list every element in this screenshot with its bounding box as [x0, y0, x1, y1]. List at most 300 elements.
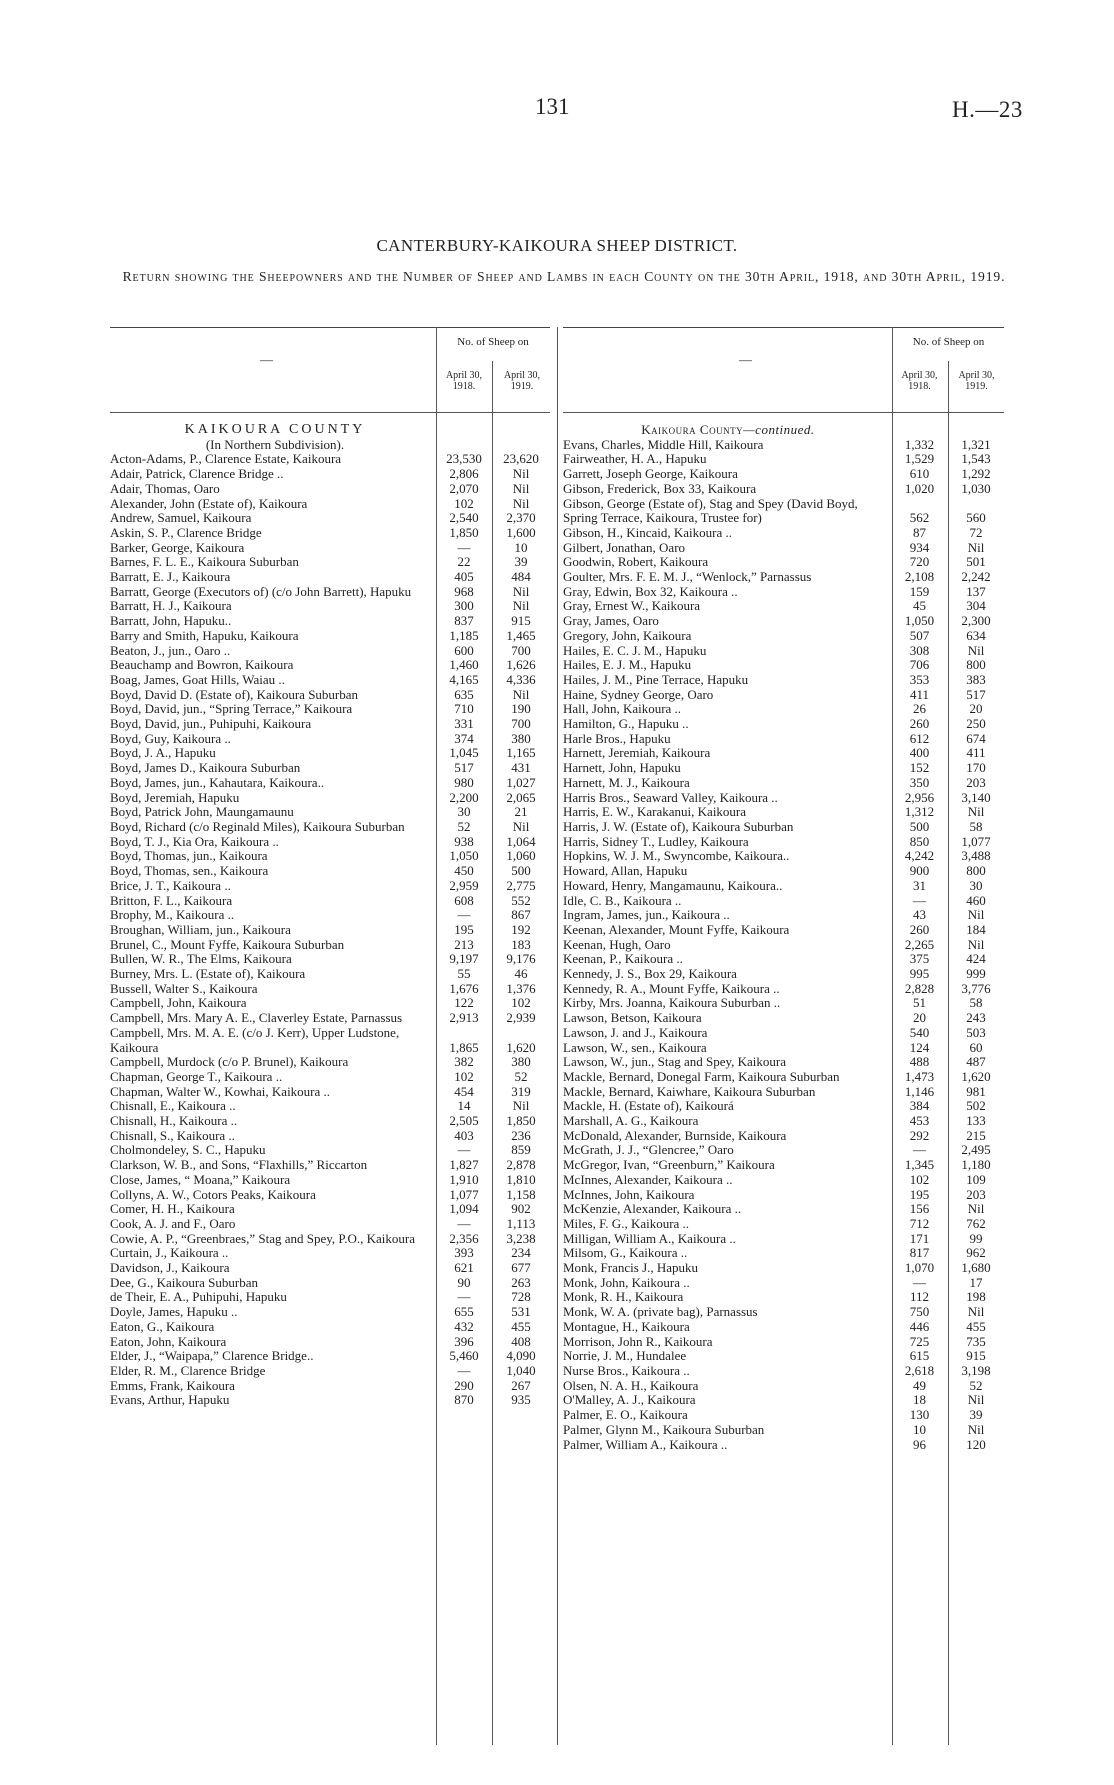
owner-name: Gregory, John, Kaikoura [563, 627, 692, 643]
table-row [110, 717, 550, 732]
sheep-1919: 700 [511, 716, 531, 732]
sheep-1918: 350 [909, 774, 930, 790]
table-row [110, 879, 550, 894]
sheep-1919: 484 [511, 569, 531, 585]
sheep-1919: 380 [511, 1054, 531, 1070]
sheep-1918: 331 [454, 716, 474, 732]
table-row [563, 952, 1004, 967]
sheep-1918: 1,827 [449, 1157, 479, 1173]
owner-name: McInnes, Alexander, Kaikoura .. [563, 1171, 733, 1187]
owner-name: Campbell, Mrs. Mary A. E., Claverley Estate, Parnassus [110, 1010, 403, 1026]
table-row [110, 1026, 550, 1055]
sheep-1919: 2,065 [506, 789, 536, 805]
owner-name: Campbell, Mrs. M. A. E. (c/o J. Kerr), Upper Ludstone, Kaikoura [110, 1024, 400, 1055]
table-row [110, 1099, 550, 1114]
owner-name: Palmer, William A., Kaikoura .. [563, 1436, 728, 1452]
sheep-1918: 615 [909, 1348, 930, 1364]
sheep-1918: 610 [909, 466, 930, 482]
sheep-1919: 236 [511, 1127, 531, 1143]
sheep-1919: 800 [966, 863, 986, 879]
right-rows [563, 423, 1004, 1452]
table-row [110, 938, 550, 953]
sheep-1919: 1,810 [506, 1171, 536, 1187]
owner-name: Norrie, J. M., Hundalee [563, 1348, 687, 1364]
sheep-1919: 501 [966, 554, 986, 570]
owner-name: Acton-Adams, P., Clarence Estate, Kaikoura [110, 451, 342, 467]
owner-name: Chapman, George T., Kaikoura .. [110, 1068, 283, 1084]
column-rule [948, 361, 949, 1745]
sheep-1919: 1,040 [506, 1363, 536, 1378]
table-row [563, 1408, 1004, 1423]
sheep-1918: 290 [454, 1377, 474, 1393]
sheep-1918: 1,865 [449, 1039, 479, 1055]
table-row [110, 1202, 550, 1217]
sheep-1918: 30 [457, 804, 471, 820]
sheep-1919: 1,180 [961, 1157, 991, 1173]
owner-name: Hopkins, W. J. M., Swyncombe, Kaikoura.. [563, 848, 790, 864]
table-row [110, 570, 550, 585]
owner-name: Broughan, William, jun., Kaikoura [110, 921, 291, 937]
sheep-1918: 171 [909, 1230, 930, 1246]
sheep-1919: 1,465 [506, 627, 536, 643]
owner-name: Brunel, C., Mount Fyffe, Kaikoura Suburban [110, 936, 345, 952]
sheep-1919: 263 [511, 1274, 531, 1290]
owner-name: Milsom, G., Kaikoura .. [563, 1245, 688, 1261]
table-row [563, 982, 1004, 997]
owner-name: Hailes, E. J. M., Hapuku [563, 657, 692, 673]
owner-name: Boyd, J. A., Hapuku [110, 745, 216, 761]
owner-name: McGregor, Ivan, “Greenburn,” Kaikoura [563, 1157, 775, 1173]
table-row [563, 1232, 1004, 1247]
sheep-1919: 1,850 [506, 1113, 536, 1129]
owner-name: Barnes, F. L. E., Kaikoura Suburban [110, 554, 299, 570]
owner-name: Harnett, M. J., Kaikoura [563, 774, 690, 790]
owner-name: Brophy, M., Kaikoura .. [110, 907, 235, 923]
sheep-1919: 859 [511, 1142, 531, 1158]
header-span-label: No. of Sheep on [457, 336, 529, 348]
table-row [110, 1232, 550, 1247]
owner-name: Chisnall, H., Kaikoura .. [110, 1113, 238, 1129]
owner-name: Goodwin, Robert, Kaikoura [563, 554, 709, 570]
owner-name: Gibson, H., Kincaid, Kaikoura .. [563, 524, 732, 540]
sheep-1919: 52 [514, 1068, 528, 1084]
sheep-1918: — [457, 1363, 471, 1378]
table-row [110, 482, 550, 497]
sheep-1919: 109 [966, 1171, 986, 1187]
sheep-1919: 319 [511, 1083, 531, 1099]
sheep-1919: 531 [511, 1304, 531, 1320]
owner-name: Curtain, J., Kaikoura .. [110, 1245, 229, 1261]
sheep-1919: 203 [966, 774, 986, 790]
sheep-1918: 2,505 [449, 1113, 479, 1129]
owner-name: Chisnall, S., Kaikoura .. [110, 1127, 235, 1143]
sheep-1918: 1,050 [449, 848, 479, 864]
table-row [110, 908, 550, 923]
table-row [110, 1129, 550, 1144]
sheep-1918: 18 [913, 1392, 926, 1408]
table-row [563, 673, 1004, 688]
sheep-1919: 170 [966, 760, 986, 776]
sheep-1918: 1,676 [449, 980, 479, 996]
table-row [110, 732, 550, 747]
sheep-1918: 4,242 [904, 848, 935, 864]
sheep-1918: 382 [454, 1054, 474, 1070]
sheep-1919: 1,060 [506, 848, 536, 864]
table-row [110, 1217, 550, 1232]
owner-name: McGrath, J. J., “Glencree,” Oaro [563, 1142, 734, 1158]
owner-name: Hamilton, G., Hapuku .. [563, 716, 689, 732]
sheep-1919: 1,620 [506, 1039, 536, 1055]
sheep-1918: 195 [454, 921, 474, 937]
owner-name: Keenan, Alexander, Mount Fyffe, Kaikoura [563, 921, 790, 937]
sheep-1918: 2,913 [449, 1010, 479, 1026]
owner-name: McKenzie, Alexander, Kaikoura .. [563, 1201, 742, 1217]
table-row [110, 805, 550, 820]
sheep-1918: 4,165 [449, 671, 479, 687]
sheep-1918: 130 [909, 1407, 930, 1423]
sheep-1918: 393 [454, 1245, 474, 1261]
sheep-1918: 1,094 [449, 1201, 479, 1217]
owner-name: Harris, Sidney T., Ludley, Kaikoura [563, 833, 749, 849]
sheep-1919: 460 [966, 892, 986, 908]
sheep-1918: 87 [913, 524, 926, 540]
owner-name: Boyd, David, jun., Puhipuhi, Kaikoura [110, 716, 312, 732]
owner-name: Barker, George, Kaikoura [110, 539, 245, 555]
table-row [110, 1158, 550, 1173]
sheep-1919: 133 [966, 1113, 986, 1129]
owner-name: Cowie, A. P., “Greenbraes,” Stag and Spey, P.O., Kaikoura [110, 1230, 415, 1246]
sheep-1919: Nil [512, 583, 530, 599]
sheep-1919: 3,238 [506, 1230, 536, 1246]
sheep-1919: 192 [511, 921, 531, 937]
sheep-1918: 900 [909, 863, 930, 879]
sheep-1919: 39 [969, 1407, 983, 1423]
table-row [563, 1290, 1004, 1305]
sheep-1919: 1,543 [961, 451, 991, 467]
column-rule [557, 327, 558, 1745]
sheep-1919: Nil [512, 686, 530, 702]
owner-name: Hailes, J. M., Pine Terrace, Hapuku [563, 671, 749, 687]
sheep-1919: 408 [511, 1333, 531, 1349]
table-row [563, 1055, 1004, 1070]
page-subtitle: Return showing the Sheepowners and the Number of Sheep and Lambs in each County on the 30th April, 1918, and 30th April, 1919. [122, 269, 1006, 284]
sheep-1918: 1,185 [449, 627, 479, 643]
sheep-1919: 60 [969, 1039, 983, 1055]
table-row [110, 658, 550, 673]
sheep-1918: 55 [457, 966, 471, 982]
owner-name: Beauchamp and Bowron, Kaikoura [110, 657, 294, 673]
document-code: H.—23 [952, 97, 1023, 122]
sheep-1918: 2,540 [449, 510, 479, 526]
sheep-1919: 735 [966, 1333, 986, 1349]
owner-name: Eaton, G., Kaikoura [110, 1318, 215, 1334]
sheep-1919: 1,321 [961, 436, 991, 452]
sheep-1918: 600 [454, 642, 474, 658]
sheep-1919: 915 [511, 613, 531, 629]
sheep-1918: 45 [913, 598, 926, 614]
sheep-1918: 2,108 [904, 569, 935, 585]
sheep-1919: Nil [512, 598, 530, 614]
table-row [563, 717, 1004, 732]
section-title: KAIKOURA COUNTY [184, 422, 366, 437]
header-dash: — [260, 352, 273, 367]
table-row [563, 570, 1004, 585]
sheep-1919: 39 [514, 554, 528, 570]
sheep-1919: Nil [512, 495, 530, 511]
table-row [110, 864, 550, 879]
sheep-1918: 432 [454, 1318, 474, 1334]
table-row [563, 1423, 1004, 1438]
sheep-1919: 17 [969, 1274, 983, 1290]
table-row [563, 849, 1004, 864]
sheep-1919: Nil [512, 1098, 530, 1114]
table-row [110, 894, 550, 909]
sheep-1919: 243 [966, 1010, 986, 1026]
sheep-1918: 375 [909, 951, 930, 967]
table-row [563, 746, 1004, 761]
table-row [563, 452, 1004, 467]
sheep-1919: 2,939 [506, 1010, 536, 1026]
sheep-1918: 31 [913, 877, 926, 893]
owner-name: Boyd, Thomas, jun., Kaikoura [110, 848, 268, 864]
sheep-1918: 411 [909, 686, 930, 702]
table-row [563, 1246, 1004, 1261]
sheep-1918: 1,146 [904, 1083, 935, 1099]
sheep-1918: — [457, 1289, 471, 1305]
table-row [563, 497, 1004, 526]
sheep-1918: 2,356 [449, 1230, 479, 1246]
sheep-1919: Nil [512, 818, 530, 834]
sheep-1919: 517 [966, 686, 986, 702]
sheep-1918: 517 [454, 760, 474, 776]
table-row [110, 497, 550, 512]
owner-name: Milligan, William A., Kaikoura .. [563, 1230, 736, 1246]
sheep-1918: 1,460 [449, 657, 479, 673]
sheep-1918: 817 [909, 1245, 930, 1261]
sheep-1919: 1,376 [506, 980, 536, 996]
sheep-1918: 22 [457, 554, 471, 570]
table-row [110, 923, 550, 938]
owner-name: Chisnall, E., Kaikoura .. [110, 1098, 236, 1114]
page-number: 131 [535, 94, 570, 119]
sheep-1919: 2,878 [506, 1157, 536, 1173]
sheep-1919: 962 [966, 1245, 986, 1261]
sheep-1918: 124 [909, 1039, 930, 1055]
sheep-1919: 1,600 [506, 524, 536, 540]
sheep-1918: 102 [454, 1068, 474, 1084]
table-row [110, 599, 550, 614]
table-row [563, 996, 1004, 1011]
owner-name: Barratt, John, Hapuku.. [110, 613, 232, 629]
table-row [563, 1011, 1004, 1026]
table-row [563, 1305, 1004, 1320]
sheep-1919: 3,776 [961, 980, 991, 996]
sheep-1918: 405 [454, 569, 474, 585]
sheep-1919: 9,176 [506, 951, 536, 967]
sheep-1919: 2,370 [506, 510, 536, 526]
owner-name: Kennedy, J. S., Box 29, Kaikoura [563, 966, 737, 982]
table-row [563, 761, 1004, 776]
sheep-1919: 2,775 [506, 877, 536, 893]
table-row [563, 1393, 1004, 1408]
sheep-1919: 424 [966, 951, 986, 967]
table-row [110, 614, 550, 629]
sheep-1918: 2,806 [449, 466, 479, 482]
owner-name: Gibson, George (Estate of), Stag and Spey (David Boyd, Spring Terrace, Kaikoura, Trustee for) [563, 495, 858, 526]
owner-name: Ingram, James, jun., Kaikoura .. [563, 907, 730, 923]
table-row [110, 1290, 550, 1305]
sheep-1918: 1,020 [904, 480, 935, 496]
owner-name: Doyle, James, Hapuku .. [110, 1304, 238, 1320]
sheep-1918: 152 [909, 760, 930, 776]
sheep-1918: 112 [909, 1289, 930, 1305]
sheep-1919: 1,064 [506, 833, 536, 849]
sheep-1918: 500 [909, 818, 930, 834]
table-row [563, 599, 1004, 614]
sheep-1919: 728 [511, 1289, 531, 1305]
sheep-1918: 540 [909, 1024, 930, 1040]
sheep-1918: 300 [454, 598, 474, 614]
owner-name: Goulter, Mrs. F. E. M. J., “Wenlock,” Parnassus [563, 569, 812, 585]
right-table [563, 327, 1004, 1452]
sheep-1918: — [457, 1215, 471, 1231]
sheep-1919: 3,198 [961, 1363, 991, 1378]
sheep-1919: 203 [966, 1186, 986, 1202]
sheep-1918: 308 [909, 642, 930, 658]
sheep-1918: 870 [454, 1392, 474, 1408]
sheep-1918: 2,265 [904, 936, 935, 952]
owner-name: O'Malley, A. J., Kaikoura [563, 1392, 696, 1408]
owner-name: Bullen, W. R., The Elms, Kaikoura [110, 951, 292, 967]
table-row [110, 1070, 550, 1085]
header-span-label: No. of Sheep on [912, 336, 985, 348]
sheep-1918: 2,956 [904, 789, 935, 805]
sheep-1918: 635 [454, 686, 474, 702]
table-row [110, 511, 550, 526]
sheep-1919: 2,242 [961, 569, 991, 585]
owner-name: Gray, James, Oaro [563, 613, 659, 629]
sheep-1919: 234 [511, 1245, 531, 1261]
sheep-1919: 10 [514, 539, 528, 555]
sheep-1919: 487 [966, 1054, 986, 1070]
owner-name: Elder, R. M., Clarence Bridge [110, 1363, 266, 1378]
owner-name: Gray, Edwin, Box 32, Kaikoura .. [563, 583, 738, 599]
table-row [563, 1173, 1004, 1188]
sheep-1918: 655 [454, 1304, 474, 1320]
sheep-1919: 1,165 [506, 745, 536, 761]
sheep-1919: Nil [967, 539, 985, 555]
sheep-1918: 706 [909, 657, 930, 673]
section-title [563, 423, 893, 438]
owner-name: Burney, Mrs. L. (Estate of), Kaikoura [110, 966, 306, 982]
left-table [110, 327, 550, 1408]
sheep-1919: 137 [966, 583, 986, 599]
sheep-1919: Nil [967, 1304, 985, 1320]
sheep-1918: 292 [909, 1127, 930, 1143]
table-row [563, 835, 1004, 850]
owner-name: Keenan, Hugh, Oaro [563, 936, 671, 952]
owner-name: Monk, R. H., Kaikoura [563, 1289, 684, 1305]
sheep-1919: 700 [511, 642, 531, 658]
owner-name: Barry and Smith, Hapuku, Kaikoura [110, 627, 299, 643]
owner-name: Boyd, Jeremiah, Hapuku [110, 789, 240, 805]
owner-name: Howard, Henry, Mangamaunu, Kaikoura.. [563, 877, 783, 893]
sheep-1918: — [913, 1274, 926, 1290]
sheep-1918: 52 [457, 818, 471, 834]
sheep-1919: 431 [511, 760, 531, 776]
owner-name: Bussell, Walter S., Kaikoura [110, 980, 258, 996]
table-row [563, 1143, 1004, 1158]
sheep-1918: 14 [457, 1098, 471, 1114]
owner-name: Alexander, John (Estate of), Kaikoura [110, 495, 308, 511]
sheep-1918: 9,197 [449, 951, 479, 967]
section-title-continued: —continued. [743, 422, 815, 437]
table-row [110, 849, 550, 864]
header-col-1919: April 30, 1919. [958, 370, 995, 392]
owner-name: Gilbert, Jonathan, Oaro [563, 539, 686, 555]
sheep-1918: 454 [454, 1083, 474, 1099]
sheep-1918: 49 [913, 1377, 926, 1393]
table-row [563, 1276, 1004, 1291]
sheep-1918: 260 [909, 921, 930, 937]
sheep-1919: 3,488 [961, 848, 991, 864]
sheep-1918: 446 [909, 1318, 930, 1334]
column-rule [436, 327, 437, 1745]
table-row [110, 952, 550, 967]
sheep-1919: 800 [966, 657, 986, 673]
table-row [563, 1335, 1004, 1350]
table-row [110, 1246, 550, 1261]
sheep-1919: 198 [966, 1289, 986, 1305]
sheep-1918: 1,529 [904, 451, 935, 467]
sheep-1919: 500 [511, 863, 531, 879]
sheep-1918: — [457, 907, 471, 923]
header-dash: — [739, 352, 752, 367]
sheep-1919: 455 [511, 1318, 531, 1334]
sheep-1919: Nil [967, 1421, 985, 1437]
owner-name: Gibson, Frederick, Box 33, Kaikoura [563, 480, 757, 496]
table-row [110, 820, 550, 835]
sheep-1918: 260 [909, 716, 930, 732]
sheep-1918: 562 [909, 510, 930, 526]
sheep-1918: 712 [909, 1215, 930, 1231]
table-row [563, 1261, 1004, 1276]
table-row [110, 541, 550, 556]
left-table-header [110, 327, 550, 413]
table-row [563, 629, 1004, 644]
table-row [563, 864, 1004, 879]
sheep-1919: 4,336 [506, 671, 536, 687]
table-row [563, 1026, 1004, 1041]
table-row [110, 1085, 550, 1100]
owner-name: Brice, J. T., Kaikoura .. [110, 877, 231, 893]
sheep-1918: 1,070 [904, 1260, 935, 1276]
owner-name: Mackle, Bernard, Kaiwhare, Kaikoura Suburban [563, 1083, 816, 1099]
owner-name: Evans, Charles, Middle Hill, Kaikoura [563, 436, 764, 452]
sheep-1919: 502 [966, 1098, 986, 1114]
owner-name: Dee, G., Kaikoura Suburban [110, 1274, 259, 1290]
table-row [110, 1364, 550, 1379]
owner-name: Boyd, Richard (c/o Reginald Miles), Kaikoura Suburban [110, 818, 405, 834]
table-row [110, 585, 550, 600]
sheep-1918: 26 [913, 701, 926, 717]
sheep-1918: 938 [454, 833, 474, 849]
table-row [563, 1438, 1004, 1453]
owner-name: Eaton, John, Kaikoura [110, 1333, 227, 1349]
owner-name: Adair, Thomas, Oaro [110, 480, 220, 496]
sheep-1918: 2,959 [449, 877, 479, 893]
sheep-1918: 980 [454, 774, 474, 790]
